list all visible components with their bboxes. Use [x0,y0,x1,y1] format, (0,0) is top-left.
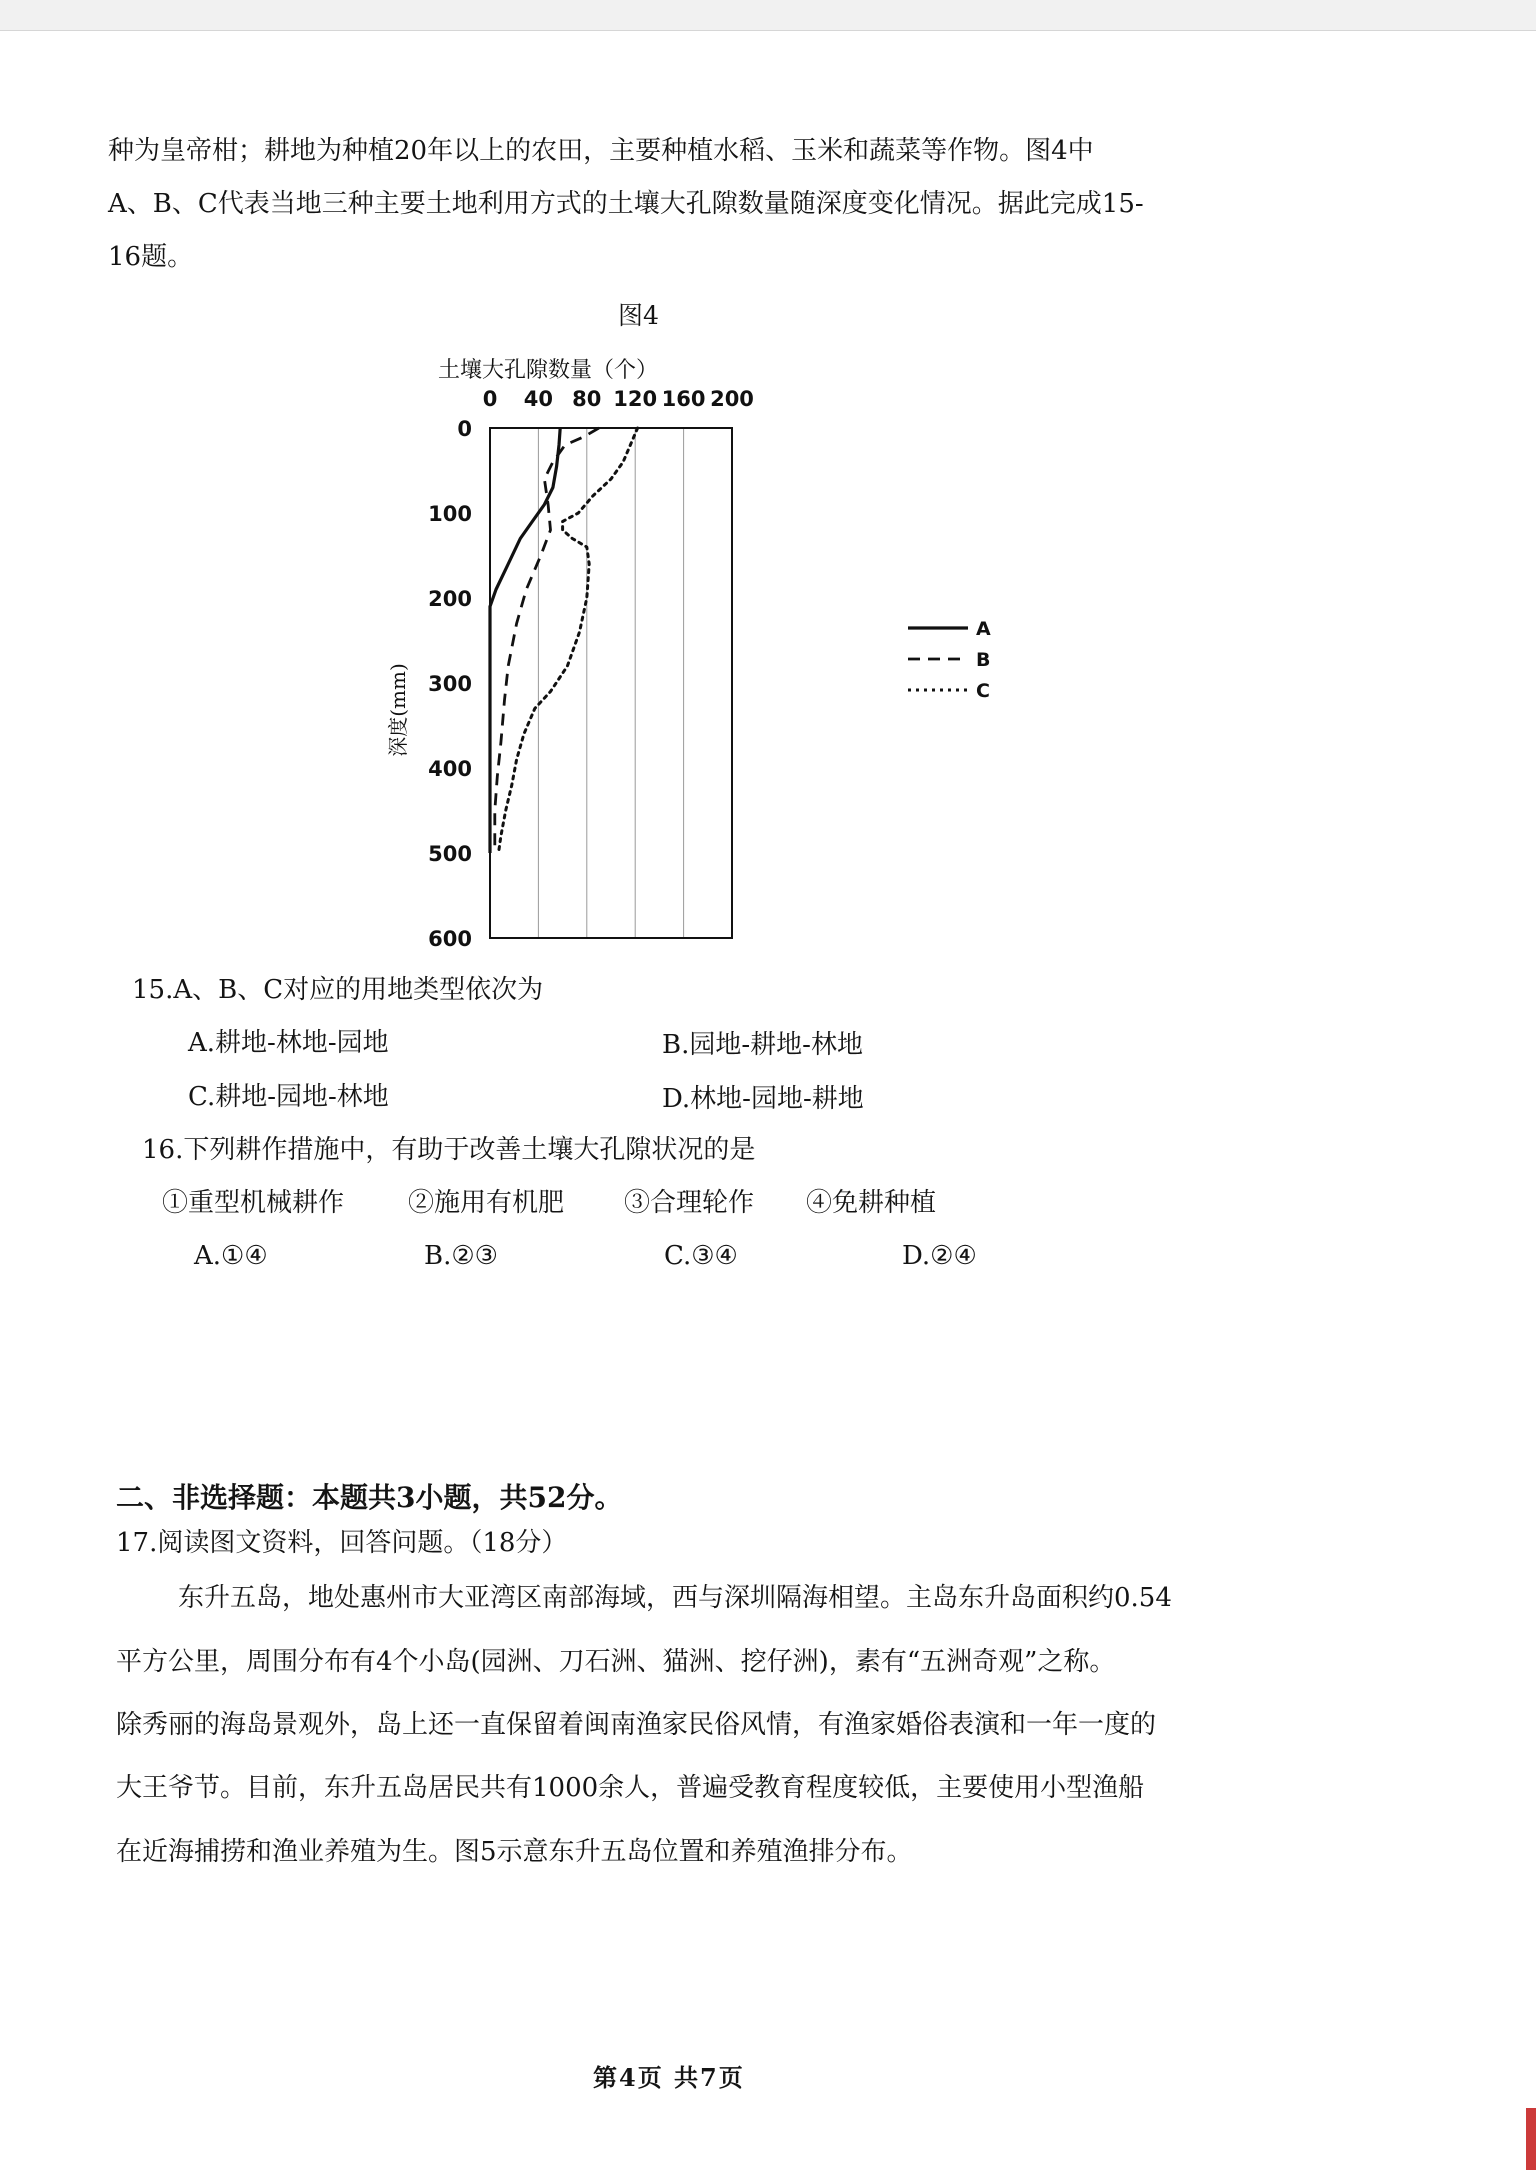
top-bar [0,0,1536,31]
x-tick-label-0: 0 [482,387,498,411]
grid-lines [538,428,683,938]
x-tick-label-4: 160 [661,387,706,411]
y-tick-label-1: 100 [428,502,472,526]
chart-title: 土壤大孔隙数量（个） [437,358,659,383]
x-tick-label-2: 80 [572,387,602,411]
q17-paragraph-line-1: 东升五岛，地处惠州市大亚湾区南部海域，西与深圳隔海相望。主岛东升岛面积约0.54 [178,1583,1172,1613]
q15-option-b: B.园地-耕地-林地 [662,1030,863,1060]
y-tick-labels [428,417,472,948]
edge-marker [1526,2108,1536,2170]
q16-stem: 16.下列耕作措施中，有助于改善土壤大孔隙状况的是 [142,1135,756,1165]
chart-legend [908,618,991,702]
series-line-C [499,428,638,853]
legend-label-C: C [976,680,990,702]
legend-label-A: A [976,618,991,640]
soil-macropore-chart [370,348,1010,948]
plot-frame [490,428,732,938]
q16-option-a: A.①④ [194,1241,268,1271]
intro-line-2: A、B、C代表当地三种主要土地利用方式的土壤大孔隙数量随深度变化情况。据此完成15- [108,189,1144,219]
x-tick-label-1: 40 [523,387,554,411]
x-tick-label-5: 200 [710,387,754,411]
y-tick-label-3: 300 [428,672,472,696]
section-2-heading: 二、非选择题：本题共3小题，共52分。 [116,1481,623,1514]
q16-measure-2: ②施用有机肥 [408,1188,565,1218]
q17-paragraph-line-2: 平方公里，周围分布有4个小岛(园洲、刀石洲、猫洲、挖仔洲)，素有“五洲奇观”之称。 [116,1647,1116,1677]
y-tick-label-5: 500 [428,842,472,866]
page-footer: 第4页 共7页 [593,2063,745,2092]
q16-option-c: C.③④ [664,1241,738,1271]
series-lines [490,428,638,853]
q15-option-d: D.林地-园地-耕地 [662,1084,864,1114]
q16-option-b: B.②③ [424,1241,498,1271]
q16-option-d: D.②④ [902,1241,977,1271]
q15-option-c: C.耕地-园地-林地 [188,1082,389,1112]
q17-stem: 17.阅读图文资料，回答问题。（18分） [116,1528,568,1558]
y-tick-label-0: 0 [457,417,472,441]
q15-stem: 15.A、B、C对应的用地类型依次为 [132,975,544,1005]
q17-paragraph-line-4: 大王爷节。目前，东升五岛居民共有1000余人，普遍受教育程度较低，主要使用小型渔船 [116,1773,1145,1803]
q16-measure-3: ③合理轮作 [624,1188,755,1218]
y-tick-label-2: 200 [428,587,472,611]
y-tick-label-4: 400 [428,757,472,781]
series-line-A [490,428,560,853]
q15-option-a: A.耕地-林地-园地 [188,1028,389,1058]
q17-paragraph-line-3: 除秀丽的海岛景观外，岛上还一直保留着闽南渔家民俗风情，有渔家婚俗表演和一年一度的 [116,1710,1157,1740]
q16-measure-4: ④免耕种植 [806,1188,937,1218]
x-tick-label-3: 120 [613,387,658,411]
figure-title: 图4 [618,301,659,330]
y-tick-label-6: 600 [428,927,472,948]
intro-line-3: 16题。 [108,242,194,272]
legend-label-B: B [976,649,991,671]
q16-measure-1: ①重型机械耕作 [162,1188,345,1218]
series-line-B [495,428,599,853]
y-axis-label: 深度(mm) [386,663,410,757]
intro-line-1: 种为皇帝柑；耕地为种植20年以上的农田，主要种植水稻、玉米和蔬菜等作物。图4中 [108,136,1094,166]
x-tick-labels [483,387,754,411]
q17-paragraph-line-5: 在近海捕捞和渔业养殖为生。图5示意东升五岛位置和养殖渔排分布。 [116,1837,913,1867]
